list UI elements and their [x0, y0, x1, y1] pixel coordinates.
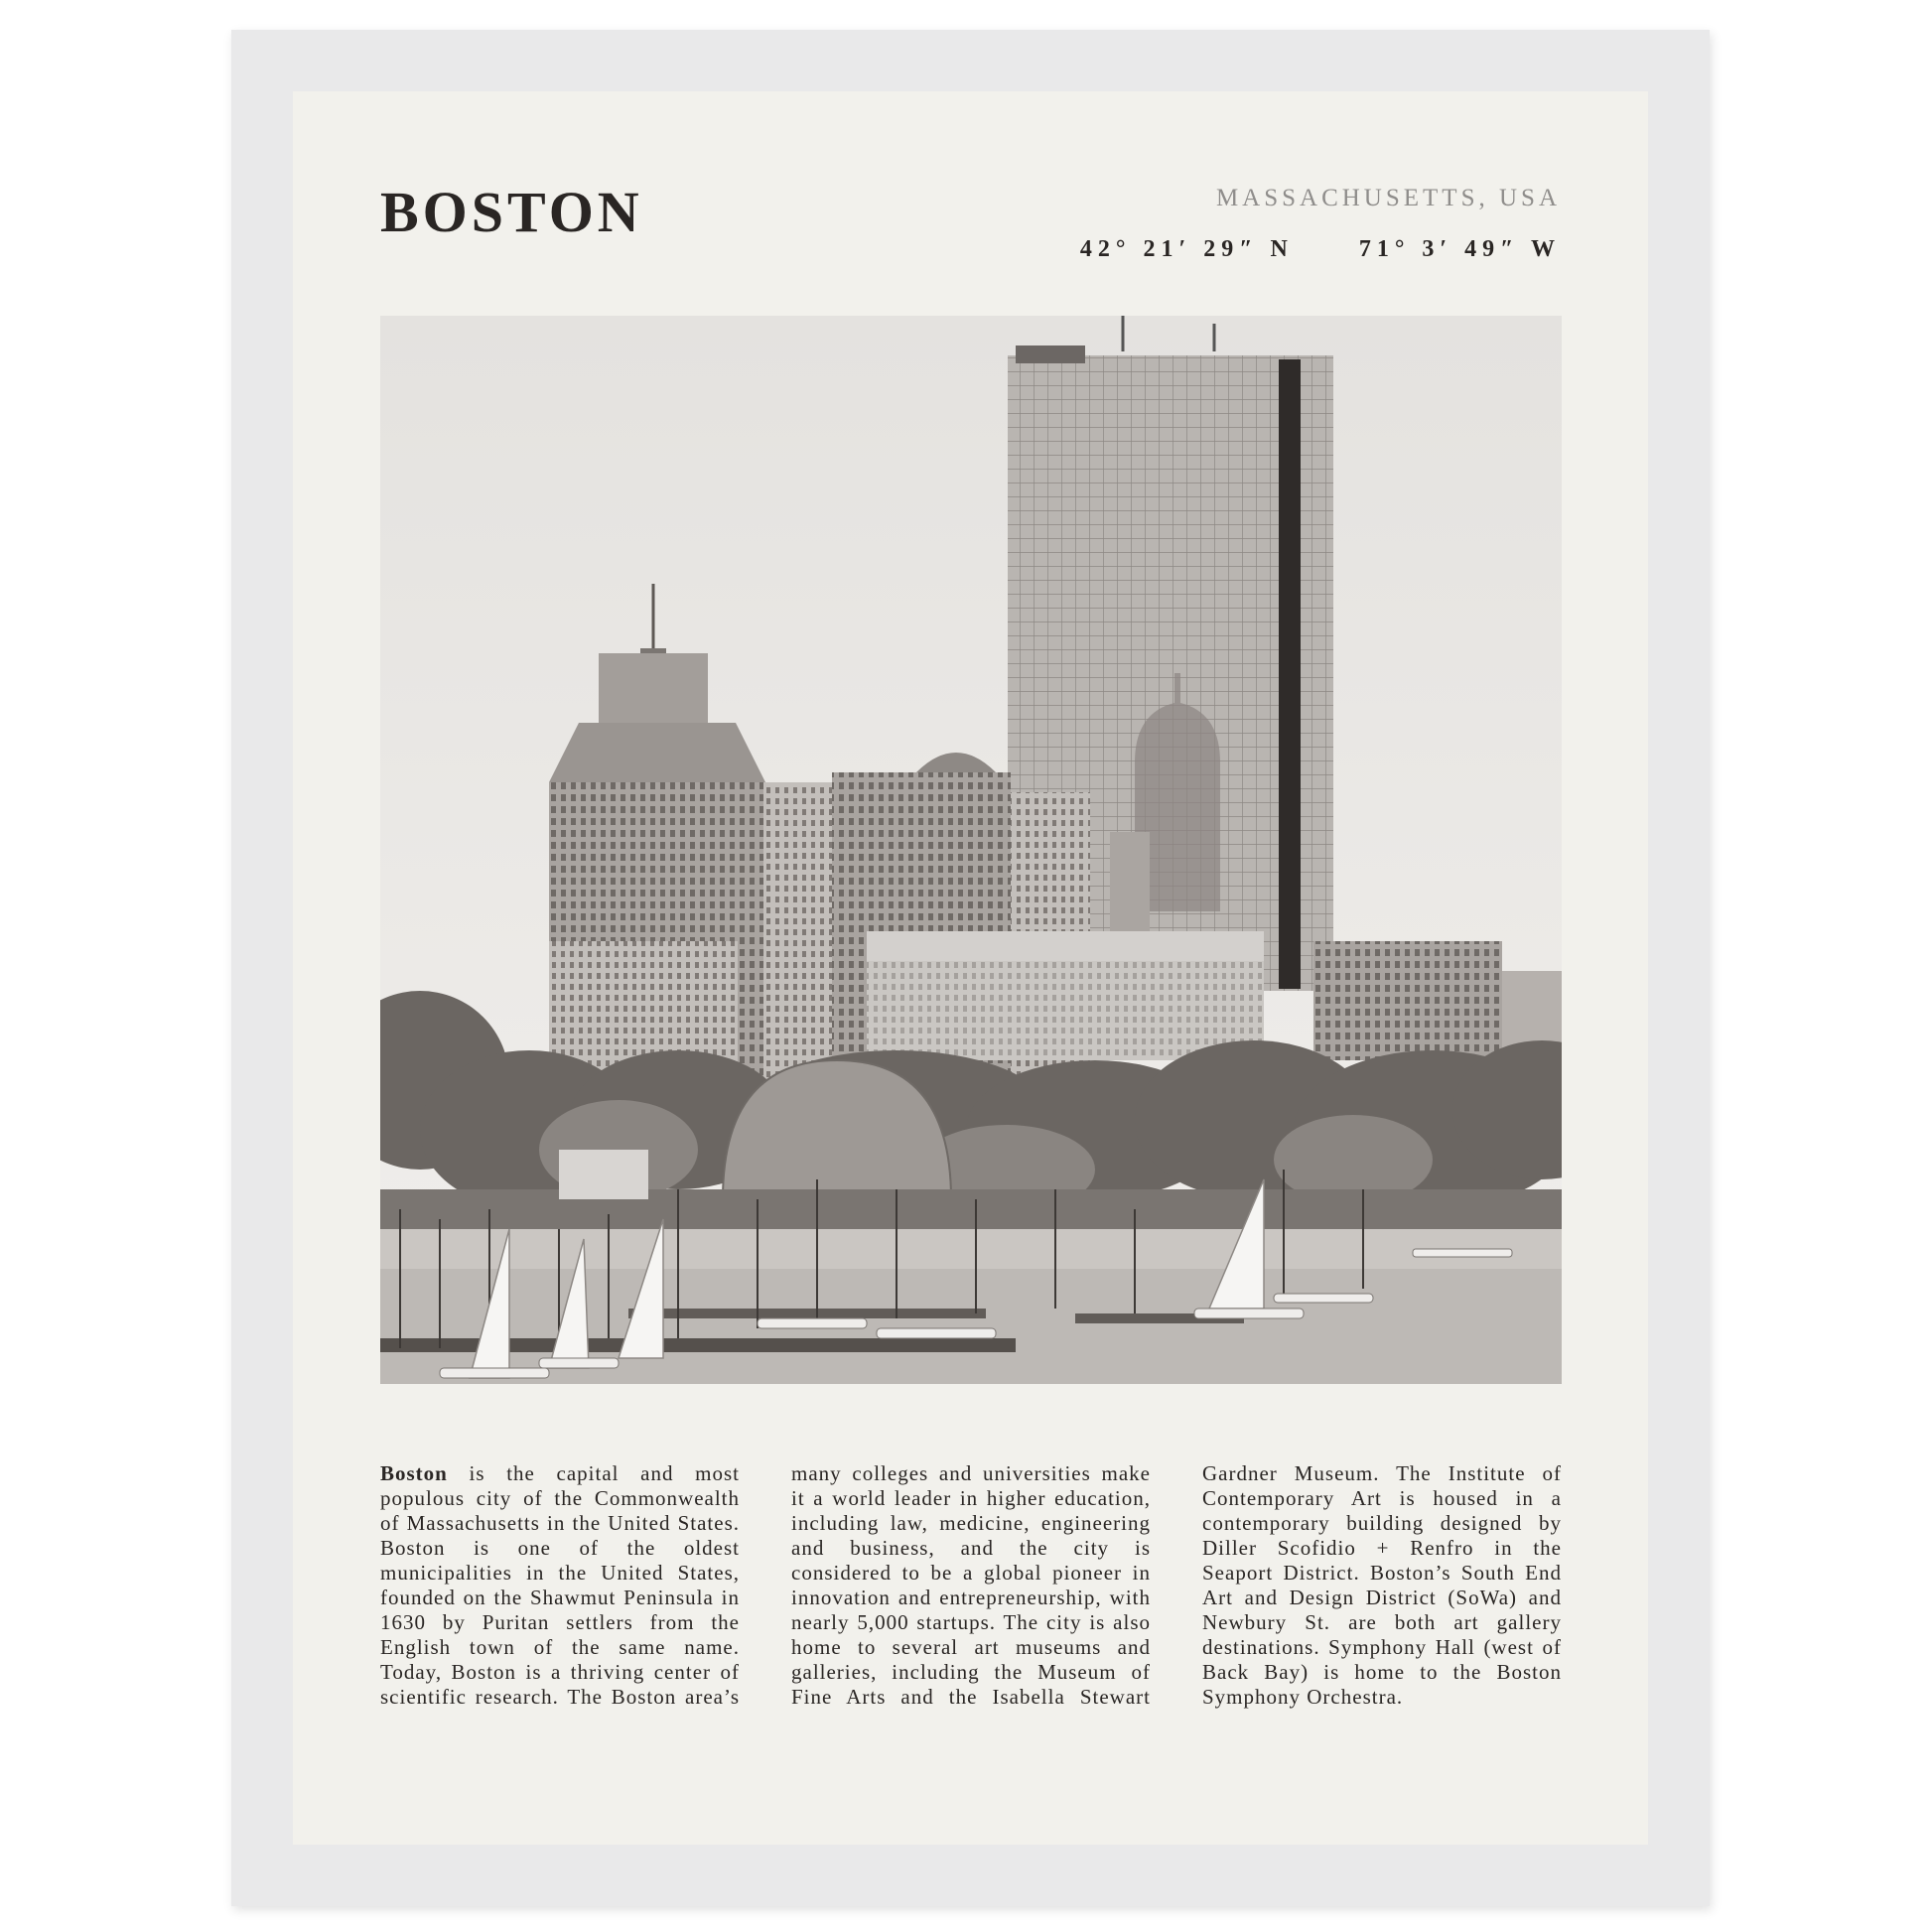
skyline-illustration [380, 316, 1562, 1384]
description-body: is the capital and most populous city of the Commonwealth of Massachusetts in the United States. Boston is one of the oldest municipalities in the United States, founded on the Shawmut Peninsula in 1630 by Puritan settlers from the English town of the same name. Today, Boston is a thriving center of scientific research. The Boston area’s many colleges and universities make it a world leader in higher education, including law, medicine, engineering and business, and the city is considered to be a global pioneer in innovation and entrepreneurship, with nearly 5,000 startups. The city is also home to several art museums and galleries, including the Museum of Fine Arts and the Isabella Stewart Gardner Museum. The Institute of Contemporary Art is housed in a contemporary building designed by Diller Scofidio + Renfro in the Seaport District. Boston’s South End Art and Design District (SoWa) and Newbury St. are both art gallery destinations. Symphony Hall (west of Back Bay) is home to the Boston Symphony Orchestra. [380, 1461, 1562, 1709]
latitude: 42° 21′ 29″ N [1079, 236, 1294, 262]
description-lead: Boston [380, 1461, 448, 1485]
poster-frame [231, 30, 1710, 1906]
skyline-photo [380, 316, 1562, 1384]
coordinates [1080, 236, 1561, 263]
city-description [380, 1461, 1562, 1759]
poster-paper [293, 91, 1648, 1845]
poster-title: BOSTON [380, 180, 643, 244]
region-label: MASSACHUSETTS, USA [1215, 185, 1561, 211]
longitude: 71° 3′ 49″ W [1358, 236, 1561, 262]
